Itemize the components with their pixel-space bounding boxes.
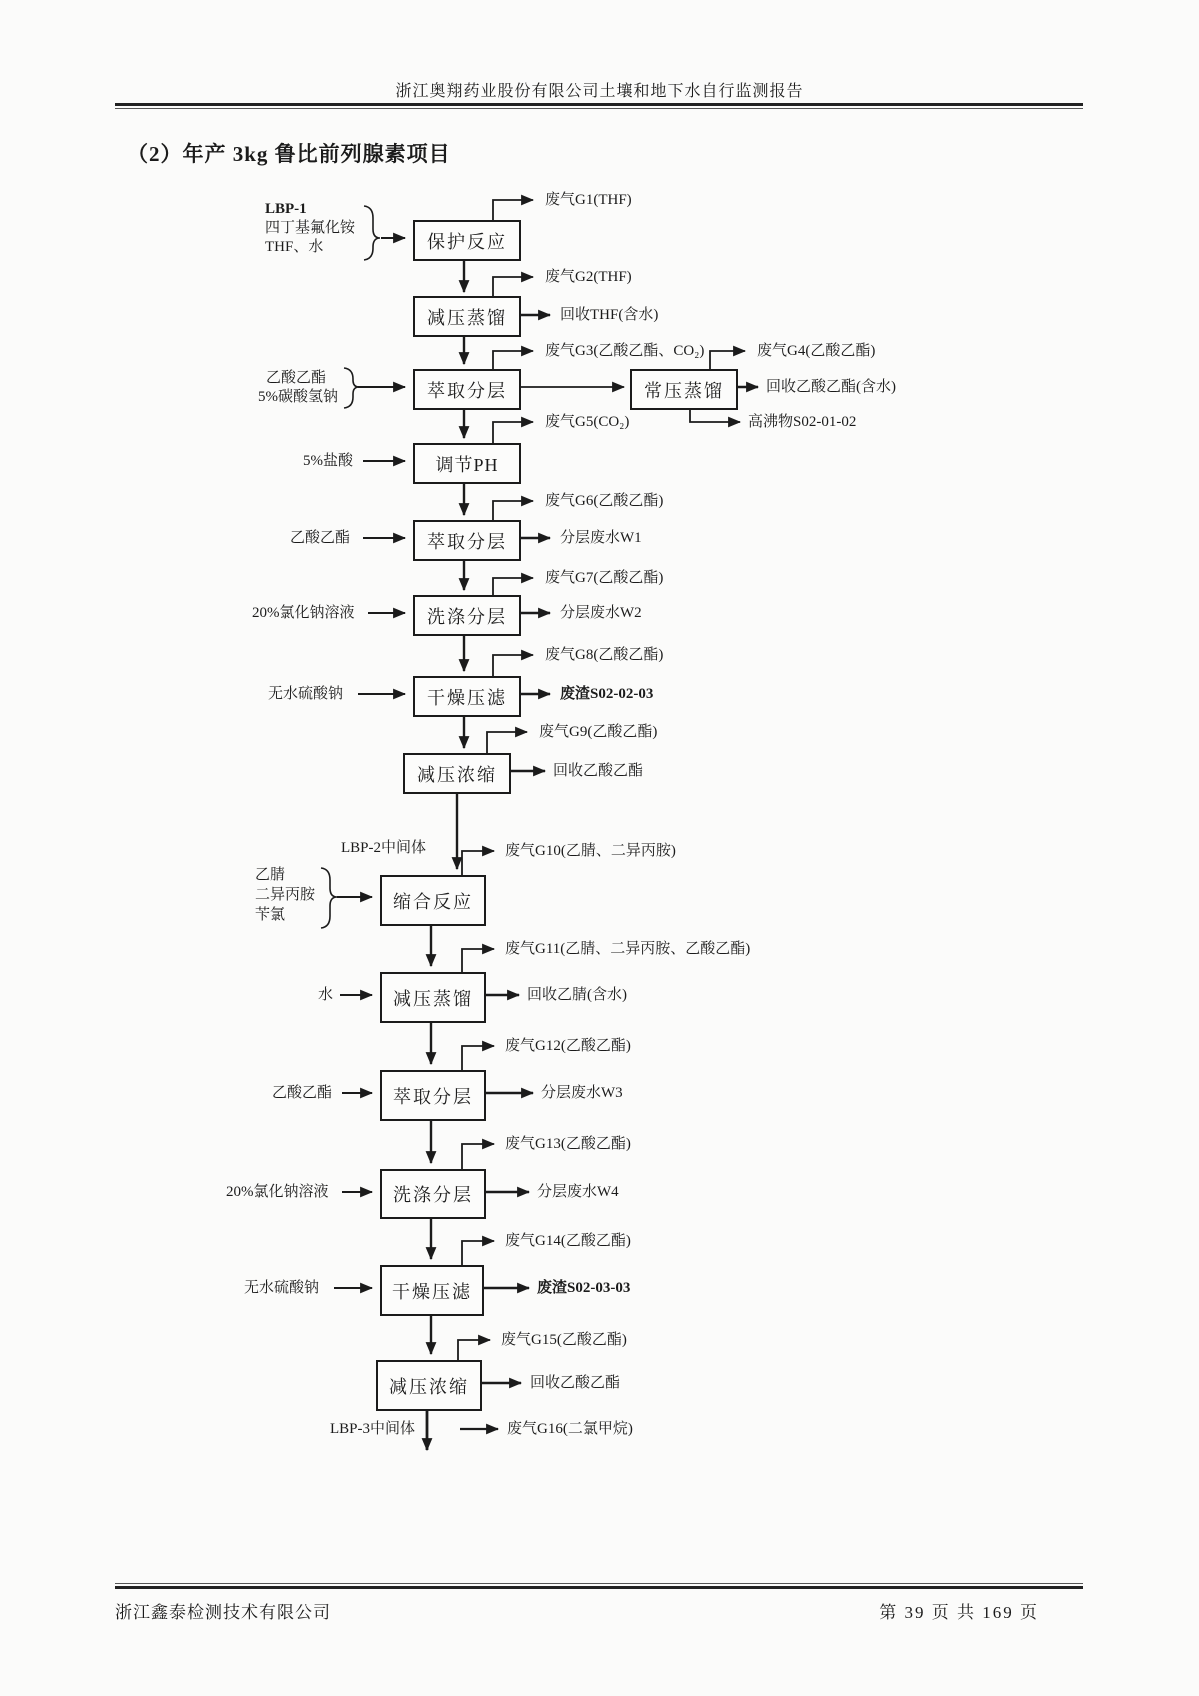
section-title: （2）年产 3kg 鲁比前列腺素项目 [127,142,451,166]
process-box-dry-filter-1: 干燥压滤 [413,676,521,717]
input-label-group2: 乙腈 二异丙胺 苄氯 [255,867,316,923]
output-label-wastewater-w2: 分层废水W2 [560,604,642,621]
header-rule-thick [115,103,1083,106]
footer-rule-thin [115,1583,1083,1584]
process-box-vacuum-concentrate-1: 减压浓缩 [403,753,511,794]
process-box-adjust-ph: 调节PH [413,443,521,484]
page-header: 浙江奥翔药业股份有限公司土壤和地下水自行监测报告 [395,83,804,100]
process-box-condensation: 缩合反应 [380,875,486,926]
process-box-extract-2: 萃取分层 [413,520,521,561]
output-label-slag-s02-02-03: 废渣S02-02-03 [560,685,654,702]
process-box-protect-reaction: 保护反应 [413,220,521,261]
process-box-wash-1: 洗涤分层 [413,595,521,636]
output-label-ea-recovery-a: 回收乙酸乙酯 [553,762,644,779]
gas-label-g16: 废气G16(二氯甲烷) [507,1420,633,1437]
process-box-extract-1: 萃取分层 [413,369,521,410]
output-label-wastewater-w3: 分层废水W3 [541,1084,623,1101]
label-lbp2-intermediate: LBP-2中间体 [341,839,427,856]
process-box-vacuum-concentrate-2: 减压浓缩 [376,1360,482,1411]
input-label-sodium-sulfate-1: 无水硫酸钠 [268,685,344,702]
process-box-atm-distill: 常压蒸馏 [630,369,738,410]
input-label-hcl: 5%盐酸 [303,452,353,469]
footer-rule-thick [115,1586,1083,1589]
input-label-water: 水 [318,986,334,1003]
output-label-high-boiler: 高沸物S02-01-02 [748,413,857,430]
gas-label-g5: 废气G5(CO₂) [545,413,630,430]
gas-label-g12: 废气G12(乙酸乙酯) [505,1037,631,1054]
gas-label-g7: 废气G7(乙酸乙酯) [545,569,664,586]
input-label-ethyl-acetate-1: 乙酸乙酯 [290,529,351,546]
process-box-wash-2: 洗涤分层 [380,1169,486,1219]
gas-label-g9: 废气G9(乙酸乙酯) [539,723,658,740]
input-label-lbp1: LBP-1 四丁基氟化铵 THF、水 [265,201,356,255]
gas-label-g1: 废气G1(THF) [545,191,632,208]
header-rule-thin [115,108,1083,109]
gas-label-g15: 废气G15(乙酸乙酯) [501,1331,627,1348]
output-label-ea-recovery-water: 回收乙酸乙酯(含水) [766,378,896,395]
gas-label-g2: 废气G2(THF) [545,268,632,285]
output-label-slag-s02-03-03: 废渣S02-03-03 [537,1279,631,1296]
gas-label-g3: 废气G3(乙酸乙酯、CO₂) [545,342,705,359]
output-label-thf-recovery: 回收THF(含水) [560,306,659,323]
gas-label-g8: 废气G8(乙酸乙酯) [545,646,664,663]
input-label-nacl-1: 20%氯化钠溶液 [252,604,355,621]
gas-label-g4: 废气G4(乙酸乙酯) [757,342,876,359]
output-label-acn-recovery: 回收乙腈(含水) [527,986,627,1003]
gas-label-g10: 废气G10(乙腈、二异丙胺) [505,842,676,859]
brace-ea-bicarb [344,368,359,408]
brace-group2 [321,868,337,928]
process-box-extract-3: 萃取分层 [380,1070,486,1121]
input-label-ea-bicarb: 乙酸乙酯 5%碳酸氢钠 [258,370,338,405]
footer-company: 浙江鑫泰检测技术有限公司 [115,1603,331,1622]
gas-label-g6: 废气G6(乙酸乙酯) [545,492,664,509]
output-label-ea-recovery-b: 回收乙酸乙酯 [530,1374,621,1391]
process-box-dry-filter-2: 干燥压滤 [380,1265,484,1316]
process-box-vacuum-distill-2: 减压蒸馏 [380,972,486,1023]
input-label-sodium-sulfate-2: 无水硫酸钠 [244,1279,320,1296]
label-lbp3-intermediate: LBP-3中间体 [330,1420,416,1437]
gas-label-g14: 废气G14(乙酸乙酯) [505,1232,631,1249]
footer-page-number: 第 39 页 共 169 页 [879,1603,1039,1622]
gas-label-g13: 废气G13(乙酸乙酯) [505,1135,631,1152]
input-label-ethyl-acetate-2: 乙酸乙酯 [272,1084,333,1101]
input-label-nacl-2: 20%氯化钠溶液 [226,1183,329,1200]
output-label-wastewater-w4: 分层废水W4 [537,1183,619,1200]
output-label-wastewater-w1: 分层废水W1 [560,529,642,546]
brace-lbp1 [364,206,380,260]
process-box-vacuum-distill-1: 减压蒸馏 [413,296,521,337]
gas-label-g11: 废气G11(乙腈、二异丙胺、乙酸乙酯) [505,940,751,957]
